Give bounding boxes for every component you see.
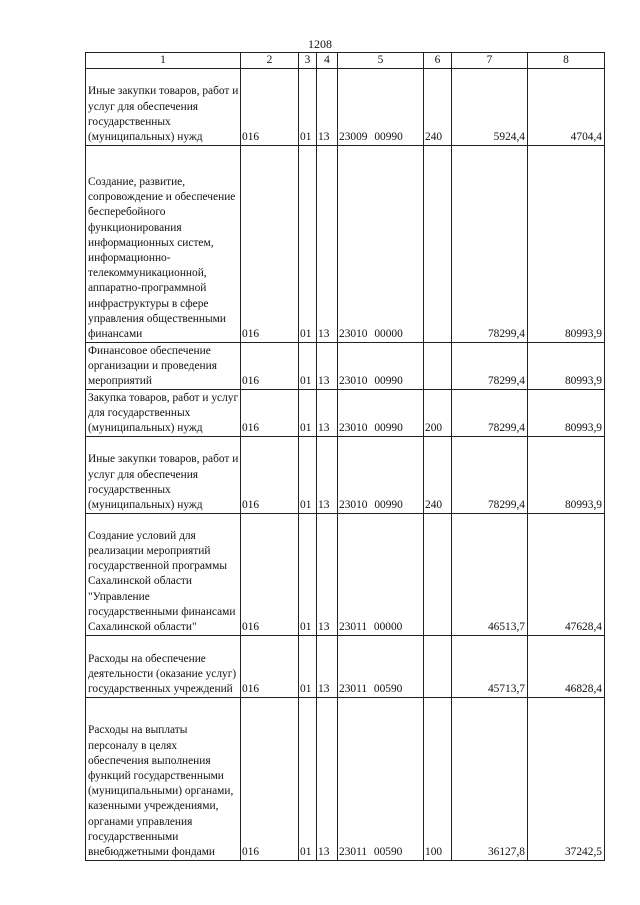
- table-row: [86, 343, 605, 390]
- col-header-7: 7: [452, 53, 528, 69]
- col-header-6: 6: [424, 53, 452, 69]
- cell-expense-type: 100: [424, 698, 452, 861]
- cell-expense-type: [424, 514, 452, 636]
- cell-amount-year2: 37242,5: [528, 698, 605, 861]
- page-number: 1208: [308, 37, 332, 51]
- table-row: [86, 514, 605, 636]
- cell-section: 01: [299, 343, 317, 390]
- table-row: [86, 437, 605, 514]
- cell-section: 01: [299, 146, 317, 343]
- cell-target-article: 23010 00990: [338, 437, 424, 514]
- cell-ministry-code: 016: [241, 146, 299, 343]
- cell-subsection: 13: [317, 437, 338, 514]
- col-header-5: 5: [338, 53, 424, 69]
- row-description: Закупка товаров, работ и услуг для государственных (муниципальных) нужд: [86, 390, 241, 437]
- cell-target-article: 23010 00990: [338, 343, 424, 390]
- cell-target-article: 23010 00990: [338, 390, 424, 437]
- cell-section: 01: [299, 437, 317, 514]
- budget-table: [85, 52, 605, 861]
- table-row: [86, 698, 605, 861]
- cell-ministry-code: 016: [241, 636, 299, 698]
- cell-expense-type: [424, 636, 452, 698]
- row-description: Создание условий для реализации мероприятий государственной программы Сахалинской области "Управление государственными финансами Сахалинской области": [86, 514, 241, 636]
- col-header-3: 3: [299, 53, 317, 69]
- table-row: [86, 69, 605, 146]
- cell-expense-type: 240: [424, 437, 452, 514]
- cell-amount-year1: 78299,4: [452, 437, 528, 514]
- cell-subsection: 13: [317, 514, 338, 636]
- cell-subsection: 13: [317, 390, 338, 437]
- table-row: [86, 146, 605, 343]
- col-header-2: 2: [241, 53, 299, 69]
- header-row: [86, 53, 605, 69]
- cell-ministry-code: 016: [241, 514, 299, 636]
- cell-section: 01: [299, 69, 317, 146]
- cell-amount-year1: 78299,4: [452, 343, 528, 390]
- cell-target-article: 23010 00000: [338, 146, 424, 343]
- col-header-8: 8: [528, 53, 605, 69]
- cell-section: 01: [299, 390, 317, 437]
- cell-amount-year1: 45713,7: [452, 636, 528, 698]
- table-row: [86, 390, 605, 437]
- cell-expense-type: 200: [424, 390, 452, 437]
- cell-subsection: 13: [317, 69, 338, 146]
- cell-expense-type: [424, 343, 452, 390]
- cell-ministry-code: 016: [241, 698, 299, 861]
- cell-target-article: 23009 00990: [338, 69, 424, 146]
- cell-expense-type: 240: [424, 69, 452, 146]
- table-row: [86, 636, 605, 698]
- col-header-1: 1: [86, 53, 241, 69]
- cell-ministry-code: 016: [241, 390, 299, 437]
- row-description: Финансовое обеспечение организации и проведения мероприятий: [86, 343, 241, 390]
- cell-amount-year2: 80993,9: [528, 146, 605, 343]
- cell-ministry-code: 016: [241, 69, 299, 146]
- cell-amount-year2: 80993,9: [528, 437, 605, 514]
- cell-subsection: 13: [317, 146, 338, 343]
- cell-amount-year2: 47628,4: [528, 514, 605, 636]
- cell-target-article: 23011 00590: [338, 636, 424, 698]
- cell-expense-type: [424, 146, 452, 343]
- cell-subsection: 13: [317, 343, 338, 390]
- cell-amount-year1: 5924,4: [452, 69, 528, 146]
- cell-amount-year2: 4704,4: [528, 69, 605, 146]
- cell-amount-year1: 78299,4: [452, 146, 528, 343]
- cell-ministry-code: 016: [241, 437, 299, 514]
- row-description: Расходы на обеспечение деятельности (оказание услуг) государственных учреждений: [86, 636, 241, 698]
- cell-amount-year2: 80993,9: [528, 390, 605, 437]
- cell-amount-year2: 46828,4: [528, 636, 605, 698]
- cell-amount-year1: 78299,4: [452, 390, 528, 437]
- row-description: Создание, развитие, сопровождение и обеспечение бесперебойного функционирования информационных систем, информационно-телекоммуникационной, аппаратно-программной инфраструктуры в сфере управления общественными финансами: [86, 146, 241, 343]
- col-header-4: 4: [317, 53, 338, 69]
- cell-ministry-code: 016: [241, 343, 299, 390]
- cell-amount-year1: 36127,8: [452, 698, 528, 861]
- cell-target-article: 23011 00590: [338, 698, 424, 861]
- cell-amount-year1: 46513,7: [452, 514, 528, 636]
- cell-target-article: 23011 00000: [338, 514, 424, 636]
- row-description: Расходы на выплаты персоналу в целях обеспечения выполнения функций государственными (муниципальными) органами, казенными учреждениями, органами управления государственными внебюджетными фондами: [86, 698, 241, 861]
- cell-section: 01: [299, 636, 317, 698]
- row-description: Иные закупки товаров, работ и услуг для обеспечения государственных (муниципальных) нужд: [86, 69, 241, 146]
- row-description: Иные закупки товаров, работ и услуг для обеспечения государственных (муниципальных) нужд: [86, 437, 241, 514]
- cell-subsection: 13: [317, 698, 338, 861]
- cell-section: 01: [299, 698, 317, 861]
- cell-section: 01: [299, 514, 317, 636]
- cell-subsection: 13: [317, 636, 338, 698]
- cell-amount-year2: 80993,9: [528, 343, 605, 390]
